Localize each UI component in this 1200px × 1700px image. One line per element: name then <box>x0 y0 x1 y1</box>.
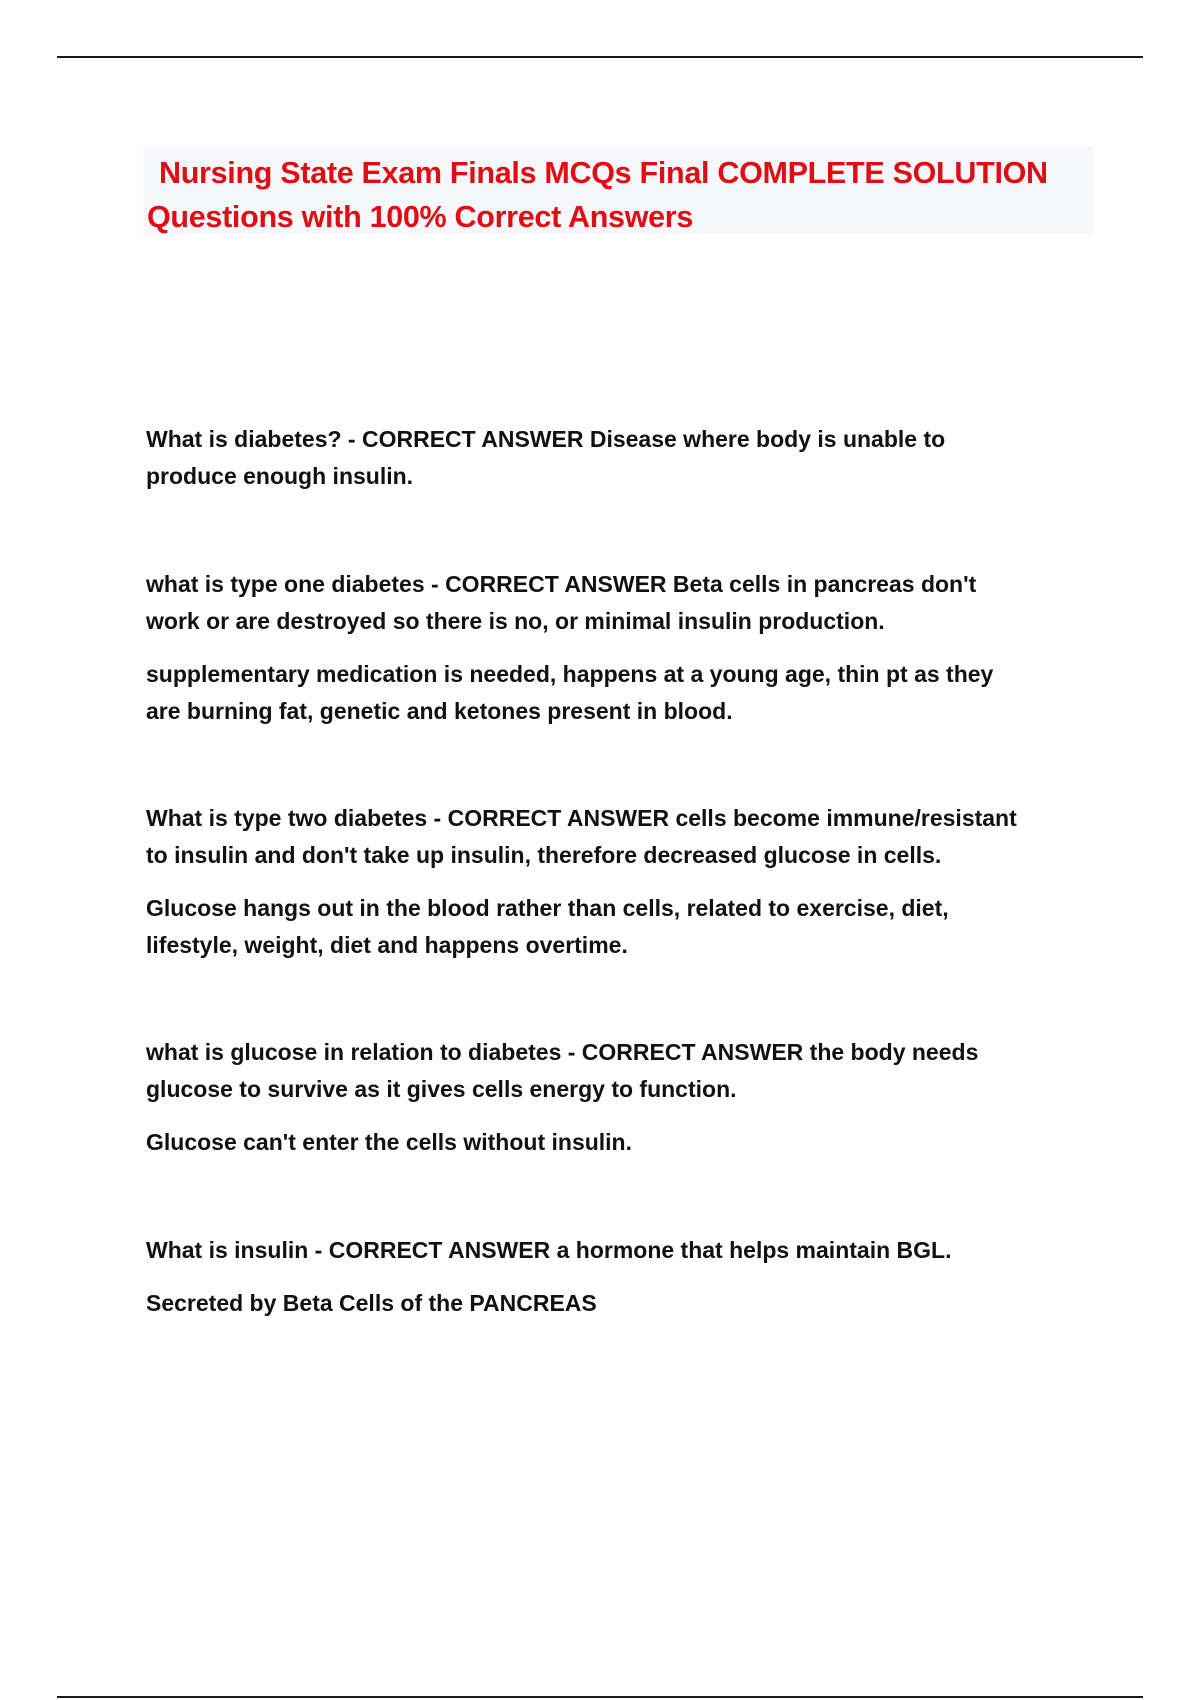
qa-extra-line: are burning fat, genetic and ketones present in blood. <box>146 698 733 724</box>
qa-extra-line: Secreted by Beta Cells of the PANCREAS <box>146 1290 597 1316</box>
title-line: Nursing State Exam Finals MCQs Final COMPLETE SOLUTION <box>159 156 1048 190</box>
top-rule <box>57 56 1143 58</box>
qa-extra-line: supplementary medication is needed, happens at a young age, thin pt as they <box>146 661 994 687</box>
document-title <box>143 146 1093 234</box>
qa-line: produce enough insulin. <box>146 463 414 489</box>
qa-extra-line: Glucose can't enter the cells without insulin. <box>146 1129 632 1155</box>
qa-line: What is insulin - CORRECT ANSWER a hormone that helps maintain BGL. <box>146 1237 952 1263</box>
qa-item-type-one <box>146 566 1136 730</box>
qa-item-insulin <box>146 1232 1136 1322</box>
title-line: Questions with 100% Correct Answers <box>147 200 694 234</box>
qa-item-glucose <box>146 1034 1136 1161</box>
bottom-rule <box>57 1696 1143 1698</box>
qa-item-type-two <box>146 800 1136 964</box>
qa-line: work or are destroyed so there is no, or minimal insulin production. <box>146 608 885 634</box>
qa-line: what is type one diabetes - CORRECT ANSWER Beta cells in pancreas don't <box>146 571 977 597</box>
qa-extra-line: Glucose hangs out in the blood rather than cells, related to exercise, diet, <box>146 895 949 921</box>
qa-line: What is diabetes? - CORRECT ANSWER Disease where body is unable to <box>146 426 946 452</box>
qa-line: glucose to survive as it gives cells energy to function. <box>146 1076 737 1102</box>
qa-line: what is glucose in relation to diabetes - CORRECT ANSWER the body needs <box>146 1039 979 1065</box>
qa-line: to insulin and don't take up insulin, therefore decreased glucose in cells. <box>146 842 942 868</box>
qa-extra-line: lifestyle, weight, diet and happens overtime. <box>146 932 628 958</box>
qa-line: What is type two diabetes - CORRECT ANSWER cells become immune/resistant <box>146 805 1017 831</box>
qa-item-diabetes <box>146 421 1136 495</box>
